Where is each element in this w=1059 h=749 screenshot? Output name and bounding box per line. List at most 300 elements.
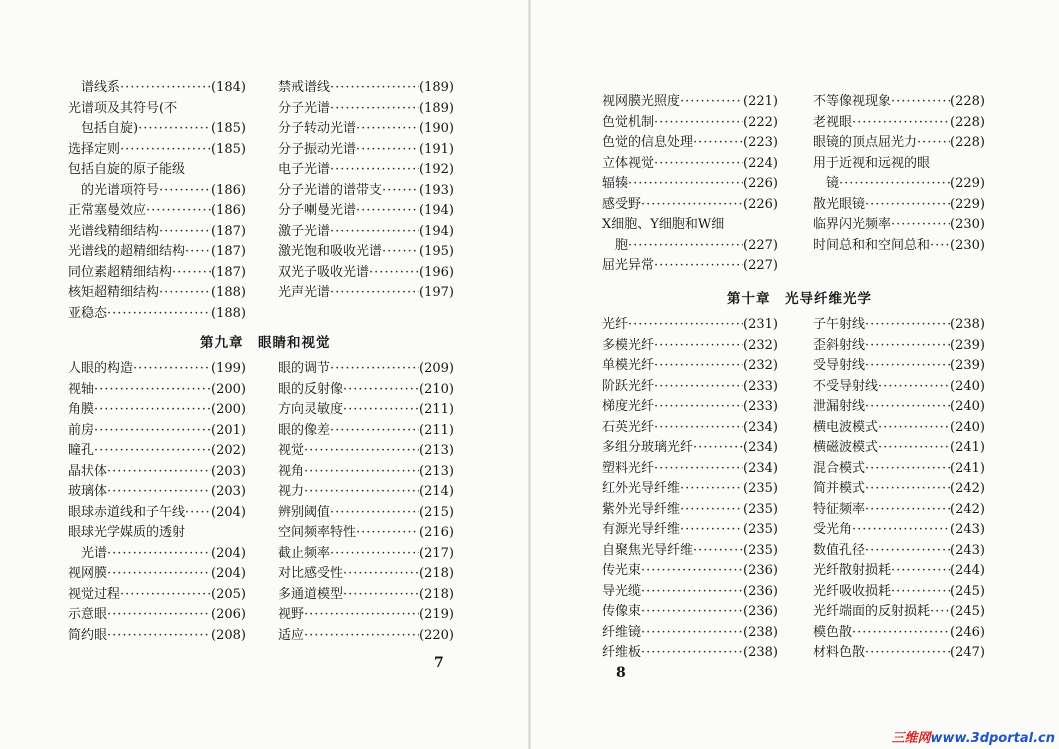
right-page xyxy=(530,0,1059,749)
toc-entry-title: 光谱 xyxy=(81,545,108,561)
toc-leader-dots xyxy=(680,92,743,112)
toc-entry xyxy=(278,222,454,242)
toc-entry-title: 塑料光纤 xyxy=(602,460,655,476)
toc-entry-title: 视觉 xyxy=(278,443,305,458)
toc-leader-dots xyxy=(878,418,950,438)
toc-entry-title: 对比感受性 xyxy=(278,566,344,581)
toc-entry-page: (218) xyxy=(419,566,454,581)
toc-entry-title: 光谱项及其符号(不 xyxy=(68,100,178,116)
toc-entry xyxy=(602,154,778,174)
toc-leader-dots xyxy=(185,242,211,262)
toc-leader-dots xyxy=(628,315,743,335)
toc-entry-title: 包括自旋的原子能级 xyxy=(68,162,186,177)
toc-entry-page: (232) xyxy=(743,358,778,373)
toc-leader-dots xyxy=(343,564,419,584)
toc-entry xyxy=(602,256,778,276)
toc-leader-dots xyxy=(680,479,743,499)
toc-entry-title: 立体视觉 xyxy=(602,155,655,171)
toc-entry-page: (240) xyxy=(950,378,985,394)
toc-entry-title: 屈光异常 xyxy=(602,258,655,273)
toc-entry-title: 光纤端面的反射损耗 xyxy=(813,604,931,619)
toc-entry xyxy=(813,397,985,417)
toc-leader-dots xyxy=(94,421,211,441)
toc-entry xyxy=(813,623,985,643)
toc-entry-page: (192) xyxy=(419,162,454,177)
toc-entry-title: 核矩超精细结构 xyxy=(68,285,160,300)
toc-entry xyxy=(278,78,454,98)
toc-entry-title: 多通道模型 xyxy=(278,586,344,602)
toc-entry-page: (220) xyxy=(419,627,454,643)
toc-entry xyxy=(68,523,246,543)
toc-leader-dots xyxy=(865,479,950,499)
toc-entry-title: 视网膜 xyxy=(68,566,108,581)
toc-entry xyxy=(68,605,246,625)
toc-entry xyxy=(278,626,454,646)
toc-entry-page: (235) xyxy=(743,542,778,558)
toc-entry-page: (236) xyxy=(743,563,778,578)
toc-entry-title: 自聚焦光导纤维 xyxy=(602,542,694,558)
toc-entry-title: 纤维镜 xyxy=(602,624,642,640)
toc-entry-title: 梯度光纤 xyxy=(602,399,655,414)
toc-leader-dots xyxy=(654,336,743,356)
toc-entry-title: 纤维板 xyxy=(602,645,642,660)
toc-leader-dots xyxy=(356,140,419,160)
toc-entry xyxy=(813,602,985,622)
toc-entry xyxy=(813,500,985,520)
toc-entry xyxy=(813,377,985,397)
toc-leader-dots xyxy=(865,195,950,215)
toc-leader-dots xyxy=(891,215,950,235)
toc-entry-title: 用于近视和远视的眼 xyxy=(813,155,931,171)
toc-entry-page: (202) xyxy=(211,443,246,458)
toc-entry-page: (244) xyxy=(950,563,985,578)
toc-entry-page: (209) xyxy=(419,361,454,376)
toc-entry-page: (194) xyxy=(419,203,454,218)
toc-entry-page: (233) xyxy=(743,378,778,394)
toc-entry-title: 简约眼 xyxy=(68,627,108,643)
toc-entry xyxy=(278,421,454,441)
toc-leader-dots xyxy=(94,441,211,461)
toc-entry-page: (230) xyxy=(950,237,985,253)
toc-entry-page: (211) xyxy=(419,422,454,438)
toc-entry-page: (200) xyxy=(211,381,246,397)
toc-entry-page: (218) xyxy=(419,586,454,602)
toc-entry-title: 泄漏射线 xyxy=(813,399,866,414)
toc-entry xyxy=(81,78,246,98)
toc-leader-dots xyxy=(680,520,743,540)
toc-entry-title: 横磁波模式 xyxy=(813,440,879,455)
toc-entry xyxy=(813,113,985,133)
toc-leader-dots xyxy=(159,181,211,201)
toc-entry xyxy=(68,222,246,242)
toc-entry-page: (187) xyxy=(211,264,246,280)
toc-entry xyxy=(278,605,454,625)
toc-entry-page: (240) xyxy=(950,419,985,435)
toc-leader-dots xyxy=(654,356,743,376)
toc-entry-page: (187) xyxy=(211,223,246,239)
toc-entry-page: (228) xyxy=(950,135,985,150)
toc-entry xyxy=(602,377,778,397)
toc-entry-page: (229) xyxy=(950,196,985,212)
toc-entry-title: 电子光谱 xyxy=(278,162,331,177)
toc-entry-title: 横电波模式 xyxy=(813,419,879,435)
toc-leader-dots xyxy=(343,380,419,400)
toc-entry-page: (232) xyxy=(743,337,778,353)
toc-entry-title: 不等像视现象 xyxy=(813,94,892,109)
toc-entry xyxy=(602,336,778,356)
toc-entry-title: 受导射线 xyxy=(813,358,866,373)
toc-entry xyxy=(813,479,985,499)
watermark-text-cn: 三维网 xyxy=(891,731,931,746)
toc-leader-dots xyxy=(330,503,419,523)
toc-entry xyxy=(68,140,246,160)
toc-entry xyxy=(813,418,985,438)
toc-entry-title: 截止频率 xyxy=(278,545,331,561)
toc-entry xyxy=(813,438,985,458)
toc-entry-page: (233) xyxy=(743,399,778,414)
toc-entry-title: 适应 xyxy=(278,627,305,643)
toc-entry-page: (242) xyxy=(950,481,985,496)
toc-entry xyxy=(278,523,454,543)
toc-leader-dots xyxy=(172,263,211,283)
toc-entry-page: (196) xyxy=(419,264,454,280)
toc-entry-title: 混合模式 xyxy=(813,460,866,476)
toc-entry-title: 模色散 xyxy=(813,624,853,640)
toc-leader-dots xyxy=(693,133,743,153)
toc-entry-title: 角膜 xyxy=(68,402,95,417)
toc-entry-title: 受光角 xyxy=(813,522,853,537)
toc-leader-dots xyxy=(654,154,743,174)
toc-leader-dots xyxy=(138,119,211,139)
toc-entry-page: (226) xyxy=(743,176,778,191)
toc-entry xyxy=(278,400,454,420)
toc-leader-dots xyxy=(330,160,419,180)
toc-entry xyxy=(68,462,246,482)
toc-entry xyxy=(278,380,454,400)
toc-leader-dots xyxy=(107,626,211,646)
toc-entry-title: 不受导射线 xyxy=(813,378,879,394)
toc-entry-title: 示意眼 xyxy=(68,607,108,622)
toc-entry-title: 正常塞曼效应 xyxy=(68,203,147,218)
toc-leader-dots xyxy=(330,99,419,119)
toc-leader-dots xyxy=(120,140,211,160)
toc-leader-dots xyxy=(343,400,419,420)
toc-entry xyxy=(68,359,246,379)
toc-leader-dots xyxy=(304,462,419,482)
toc-leader-dots xyxy=(654,418,743,438)
toc-leader-dots xyxy=(107,605,211,625)
toc-entry-page: (204) xyxy=(211,566,246,581)
toc-leader-dots xyxy=(120,78,211,98)
toc-leader-dots xyxy=(878,377,950,397)
toc-entry xyxy=(278,201,454,221)
toc-entry-title: 激光饱和吸收光谱 xyxy=(278,244,383,259)
toc-entry-page: (188) xyxy=(211,285,246,300)
toc-entry-title: 紫外光导纤维 xyxy=(602,501,681,517)
toc-entry-page: (195) xyxy=(419,244,454,259)
toc-leader-dots xyxy=(343,585,419,605)
toc-entry-page: (243) xyxy=(950,522,985,537)
toc-entry-title: 多组分玻璃光纤 xyxy=(602,440,694,455)
toc-entry-page: (235) xyxy=(743,501,778,517)
toc-leader-dots xyxy=(107,304,211,324)
toc-entry-page: (226) xyxy=(743,196,778,212)
toc-entry xyxy=(68,400,246,420)
toc-entry-title: 眼的反射像 xyxy=(278,381,344,397)
toc-entry-title: 光纤吸收损耗 xyxy=(813,583,892,599)
toc-entry xyxy=(68,564,246,584)
toc-entry xyxy=(602,397,778,417)
toc-entry xyxy=(813,541,985,561)
toc-entry-title: 视轴 xyxy=(68,381,95,397)
toc-entry-title: 视网膜光照度 xyxy=(602,94,681,109)
toc-leader-dots xyxy=(304,441,419,461)
toc-leader-dots xyxy=(304,605,419,625)
toc-entry-page: (186) xyxy=(211,203,246,218)
toc-entry-title: 镜 xyxy=(826,176,840,191)
toc-entry xyxy=(813,92,985,112)
toc-entry xyxy=(602,643,778,663)
toc-entry xyxy=(68,441,246,461)
toc-entry-page: (190) xyxy=(419,121,454,136)
toc-entry-title: 传光束 xyxy=(602,563,642,578)
toc-leader-dots xyxy=(693,438,743,458)
toc-entry xyxy=(278,585,454,605)
toc-entry xyxy=(602,315,778,335)
toc-entry xyxy=(813,459,985,479)
toc-entry-page: (213) xyxy=(419,443,454,458)
toc-leader-dots xyxy=(107,544,211,564)
toc-entry xyxy=(813,356,985,376)
chapter-heading: 第十章 光导纤维光学 xyxy=(727,291,872,307)
toc-entry-title: 分子光谱的谱带支 xyxy=(278,182,383,198)
toc-entry xyxy=(602,459,778,479)
toc-leader-dots xyxy=(641,602,743,622)
toc-leader-dots xyxy=(852,113,950,133)
toc-entry xyxy=(602,561,778,581)
toc-entry-page: (221) xyxy=(743,94,778,109)
toc-entry-page: (239) xyxy=(950,358,985,373)
toc-leader-dots xyxy=(654,459,743,479)
toc-entry xyxy=(81,181,246,201)
toc-leader-dots xyxy=(641,561,743,581)
toc-leader-dots xyxy=(356,523,419,543)
toc-entry-page: (238) xyxy=(743,624,778,640)
toc-leader-dots xyxy=(865,336,950,356)
toc-entry xyxy=(278,564,454,584)
toc-leader-dots xyxy=(680,500,743,520)
toc-leader-dots xyxy=(839,174,950,194)
toc-leader-dots xyxy=(107,564,211,584)
toc-entry-title: 光纤散射损耗 xyxy=(813,563,892,578)
toc-entry-page: (187) xyxy=(211,244,246,259)
toc-entry-page: (240) xyxy=(950,399,985,414)
toc-entry-page: (245) xyxy=(950,583,985,599)
toc-leader-dots xyxy=(654,377,743,397)
toc-entry-page: (222) xyxy=(743,114,778,130)
toc-leader-dots xyxy=(330,359,419,379)
toc-leader-dots xyxy=(878,438,950,458)
toc-entry xyxy=(68,283,246,303)
toc-leader-dots xyxy=(304,482,419,502)
toc-entry-page: (214) xyxy=(419,484,454,499)
toc-entry-page: (234) xyxy=(743,460,778,476)
toc-entry-title: X细胞、Y细胞和W细 xyxy=(602,217,725,232)
toc-entry-title: 选择定则 xyxy=(68,141,121,157)
toc-leader-dots xyxy=(330,78,419,98)
toc-leader-dots xyxy=(917,133,950,153)
toc-leader-dots xyxy=(930,602,950,622)
toc-entry-page: (191) xyxy=(419,141,454,157)
toc-entry-page: (215) xyxy=(419,504,454,520)
toc-entry-page: (238) xyxy=(743,645,778,660)
watermark-url: www.3dportal.cn xyxy=(930,731,1055,746)
toc-entry-title: 数值孔径 xyxy=(813,542,866,558)
toc-entry-title: 传像束 xyxy=(602,604,642,619)
toc-entry-page: (204) xyxy=(211,504,246,520)
toc-leader-dots xyxy=(330,283,419,303)
toc-entry xyxy=(813,561,985,581)
toc-entry-page: (199) xyxy=(211,361,246,376)
toc-leader-dots xyxy=(865,541,950,561)
toc-entry-title: 导光缆 xyxy=(602,583,642,599)
toc-entry xyxy=(278,140,454,160)
toc-entry xyxy=(68,263,246,283)
toc-entry-page: (203) xyxy=(211,463,246,479)
toc-entry-title: 材料色散 xyxy=(813,645,866,660)
toc-entry xyxy=(278,462,454,482)
toc-entry xyxy=(602,113,778,133)
toc-entry-title: 瞳孔 xyxy=(68,443,95,458)
toc-entry xyxy=(602,133,778,153)
toc-entry-title: 色觉的信息处理 xyxy=(602,135,694,150)
toc-leader-dots xyxy=(94,380,211,400)
toc-entry-page: (211) xyxy=(419,402,454,417)
toc-leader-dots xyxy=(865,356,950,376)
toc-entry-title: 分子光谱 xyxy=(278,100,331,116)
toc-entry-title: 光谱线精细结构 xyxy=(68,223,160,239)
toc-entry xyxy=(81,544,246,564)
toc-entry-page: (227) xyxy=(743,258,778,273)
toc-leader-dots xyxy=(356,119,419,139)
toc-entry xyxy=(813,215,985,235)
toc-entry-page: (186) xyxy=(211,182,246,198)
toc-entry-page: (241) xyxy=(950,460,985,476)
toc-leader-dots xyxy=(865,315,950,335)
toc-entry xyxy=(826,174,985,194)
toc-entry-page: (227) xyxy=(743,237,778,253)
toc-entry-page: (231) xyxy=(743,317,778,332)
toc-entry xyxy=(68,304,246,324)
toc-entry xyxy=(68,380,246,400)
toc-entry-page: (189) xyxy=(419,80,454,95)
toc-entry-title: 眼的调节 xyxy=(278,361,331,376)
toc-entry-title: 视角 xyxy=(278,463,305,479)
toc-entry-title: 眼球赤道线和子午线 xyxy=(68,504,186,520)
toc-entry-title: 眼球光学媒质的透射 xyxy=(68,525,186,540)
toc-leader-dots xyxy=(107,462,211,482)
toc-entry-page: (235) xyxy=(743,481,778,496)
toc-entry-page: (193) xyxy=(419,182,454,198)
toc-entry-page: (200) xyxy=(211,402,246,417)
toc-entry xyxy=(602,356,778,376)
toc-entry xyxy=(813,582,985,602)
toc-entry-page: (188) xyxy=(211,305,246,321)
toc-entry xyxy=(602,438,778,458)
toc-entry-title: 激子光谱 xyxy=(278,223,331,239)
toc-entry-title: 空间频率特性 xyxy=(278,525,357,540)
chapter-heading: 第九章 眼睛和视觉 xyxy=(200,335,331,351)
toc-entry-title: 子午射线 xyxy=(813,317,866,332)
toc-entry xyxy=(278,263,454,283)
toc-leader-dots xyxy=(641,623,743,643)
toc-leader-dots xyxy=(865,643,950,663)
toc-entry xyxy=(68,503,246,523)
toc-entry-title: 有源光导纤维 xyxy=(602,522,681,537)
toc-leader-dots xyxy=(382,181,419,201)
toc-entry-title: 眼镜的顶点屈光力 xyxy=(813,135,918,150)
toc-entry-page: (229) xyxy=(950,176,985,191)
toc-entry xyxy=(615,236,778,256)
toc-entry-title: 视力 xyxy=(278,484,305,499)
toc-entry-title: 禁戒谱线 xyxy=(278,80,331,95)
toc-entry-page: (197) xyxy=(419,285,454,300)
toc-entry-page: (205) xyxy=(211,586,246,602)
toc-entry xyxy=(68,201,246,221)
toc-leader-dots xyxy=(146,201,211,221)
toc-entry xyxy=(602,418,778,438)
toc-leader-dots xyxy=(133,359,211,379)
toc-entry-page: (234) xyxy=(743,419,778,435)
toc-entry-page: (208) xyxy=(211,627,246,643)
toc-leader-dots xyxy=(628,236,743,256)
toc-entry xyxy=(602,215,778,235)
toc-entry-title: 红外光导纤维 xyxy=(602,481,681,496)
toc-leader-dots xyxy=(107,482,211,502)
toc-entry xyxy=(813,336,985,356)
toc-entry-title: 时间总和和空间总和 xyxy=(813,237,931,253)
site-watermark xyxy=(892,727,1056,746)
toc-leader-dots xyxy=(865,500,950,520)
toc-entry-title: 单模光纤 xyxy=(602,358,655,373)
toc-entry-title: 简并模式 xyxy=(813,481,866,496)
toc-entry-title: 亚稳态 xyxy=(68,305,108,321)
toc-entry-page: (235) xyxy=(743,522,778,537)
toc-leader-dots xyxy=(159,283,211,303)
toc-leader-dots xyxy=(891,582,950,602)
toc-entry xyxy=(278,441,454,461)
toc-entry-page: (238) xyxy=(950,317,985,332)
toc-entry xyxy=(602,500,778,520)
toc-entry-page: (246) xyxy=(950,624,985,640)
toc-entry-title: 双光子吸收光谱 xyxy=(278,264,370,280)
toc-entry-title: 玻璃体 xyxy=(68,484,108,499)
toc-entry-page: (210) xyxy=(419,381,454,397)
toc-entry-title: 阶跃光纤 xyxy=(602,378,655,394)
toc-entry xyxy=(602,623,778,643)
toc-entry xyxy=(278,544,454,564)
toc-leader-dots xyxy=(356,201,419,221)
toc-entry-page: (185) xyxy=(211,121,246,136)
toc-entry-page: (184) xyxy=(211,80,246,95)
toc-entry-page: (228) xyxy=(950,114,985,130)
toc-entry-title: 方向灵敏度 xyxy=(278,402,344,417)
toc-entry xyxy=(68,482,246,502)
page-number: 8 xyxy=(616,665,626,681)
toc-entry-title: 石英光纤 xyxy=(602,419,655,435)
toc-entry-title: 老视眼 xyxy=(813,114,853,130)
toc-entry xyxy=(602,582,778,602)
